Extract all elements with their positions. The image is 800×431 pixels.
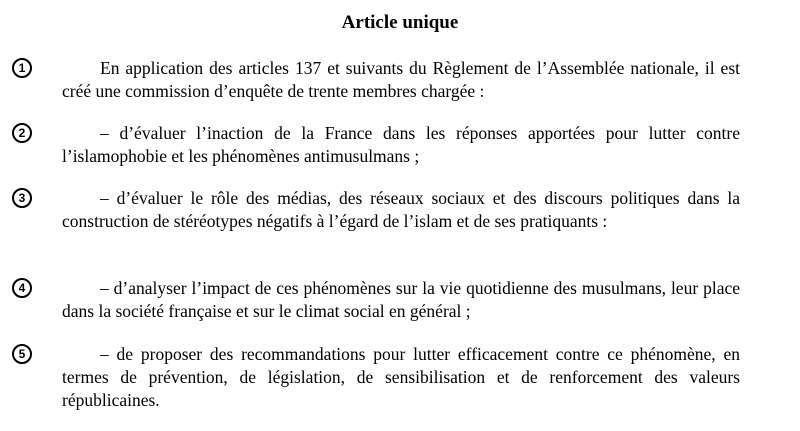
- paragraph-text: – d’évaluer le rôle des médias, des réseaux sociaux et des discours politiques dans la construction de stéréotypes négatifs à l’égard de l’islam et de ses pratiquants :: [62, 188, 740, 231]
- paragraph-text: – d’analyser l’impact de ces phénomènes sur la vie quotidienne des musulmans, leur place dans la société française et sur le climat social en général ;: [62, 278, 740, 321]
- alinea-number-badge: 3: [12, 188, 32, 208]
- alinea-number-badge: 5: [12, 344, 32, 364]
- paragraph-3: [0, 187, 800, 267]
- paragraph-5: [0, 343, 800, 423]
- alinea-number-badge: 1: [12, 58, 32, 78]
- paragraph-text: En application des articles 137 et suivants du Règlement de l’Assemblée nationale, il est créé une commission d’enquête de trente membres chargée :: [62, 58, 740, 101]
- alinea-number-badge: 2: [12, 123, 32, 143]
- article-title: Article unique: [341, 12, 459, 33]
- paragraph-text: – de proposer des recommandations pour lutter efficacement contre ce phénomène, en termes de prévention, de législation, de sensibilisation et de renforcement des valeurs républicaines.: [62, 344, 740, 410]
- paragraph-text: – d’évaluer l’inaction de la France dans les réponses apportées pour lutter contre l’islamophobie et les phénomènes antimusulmans ;: [62, 123, 740, 166]
- alinea-number-badge: 4: [12, 278, 32, 298]
